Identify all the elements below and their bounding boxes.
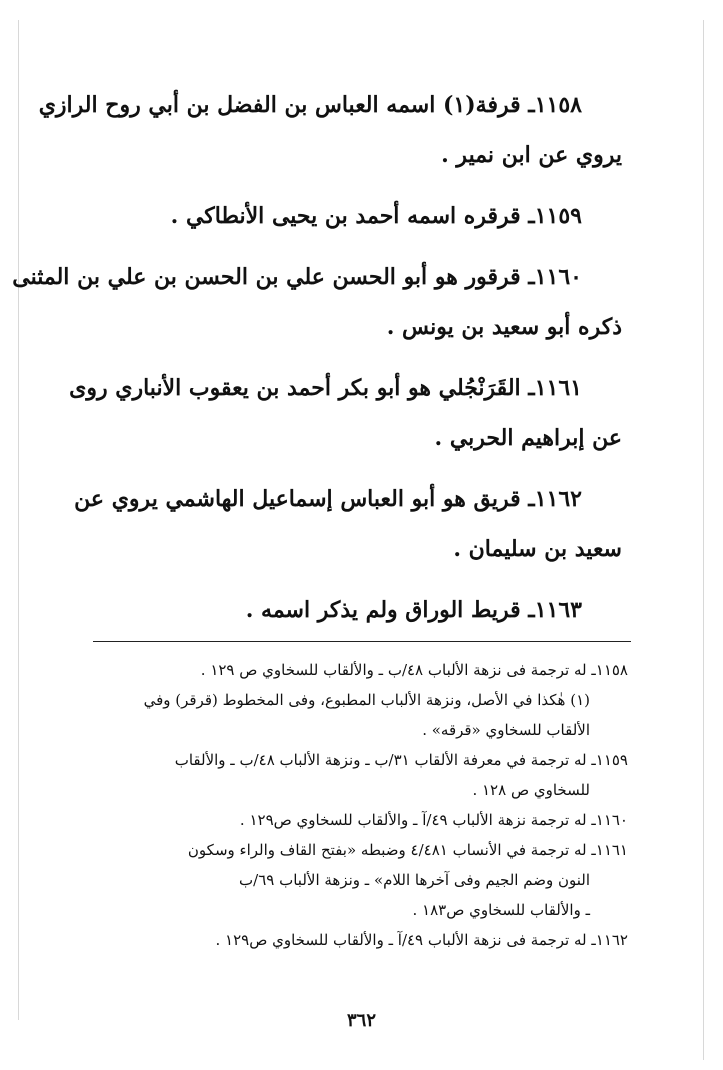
entry-1158 bbox=[38, 80, 622, 180]
footnote-line: ـ والألقاب للسخاوي ص١٨٣ . bbox=[412, 901, 590, 919]
entry-line: ١١٥٩ـ قرقره اسمه أحمد بن يحيى الأنطاكي . bbox=[170, 203, 582, 229]
footnote-line: (١) هٰكذا في الأصل، ونزهة الألباب المطبوع، وفى المخطوط (قرقر) وفي bbox=[143, 691, 590, 709]
footnote-line: ١١٦١ـ له ترجمة في الأنساب ٤/٤٨١ وضبطه «بفتح القاف والراء وسكون bbox=[187, 841, 628, 859]
entry-line: سعيد بن سليمان . bbox=[453, 536, 622, 562]
footnote-line: ١١٦٢ـ له ترجمة فى نزهة الألباب ٤٩/آ ـ والألقاب للسخاوي ص١٢٩ . bbox=[215, 931, 628, 949]
entry-1160 bbox=[12, 252, 622, 352]
footnote-line: النون وضم الجيم وفى آخرها اللام» ـ ونزهة الألباب ٦٩/ب bbox=[239, 871, 590, 889]
footnotes bbox=[62, 655, 628, 955]
footnote-separator bbox=[93, 641, 631, 642]
entry-line: ١١٦١ـ القَرَنْجُلي هو أبو بكر أحمد بن يعقوب الأنباري روى bbox=[69, 375, 582, 401]
entry-line: يروي عن ابن نمير . bbox=[441, 142, 622, 168]
entry-1162 bbox=[62, 474, 622, 574]
scan-edge-line-right bbox=[703, 20, 704, 1060]
page-number: ٣٦٢ bbox=[346, 1010, 376, 1031]
entry-line: ١١٦٢ـ قريق هو أبو العباس إسماعيل الهاشمي يروي عن bbox=[74, 486, 582, 512]
entry-line: ١١٥٨ـ قرفة(١) اسمه العباس بن الفضل بن أبي روح الرازي bbox=[38, 92, 582, 118]
entry-1163 bbox=[62, 585, 622, 635]
entry-1161 bbox=[62, 363, 622, 463]
entry-1159 bbox=[62, 191, 622, 241]
footnote-line: الألقاب للسخاوي «قرقه» . bbox=[422, 721, 590, 739]
entry-line: عن إبراهيم الحربي . bbox=[434, 425, 622, 451]
entry-line: ١١٦٠ـ قرقور هو أبو الحسن علي بن الحسن بن علي بن المثنى bbox=[12, 264, 582, 290]
entry-line: ذكره أبو سعيد بن يونس . bbox=[386, 314, 622, 340]
entry-line: ١١٦٣ـ قريط الوراق ولم يذكر اسمه . bbox=[245, 597, 582, 623]
main-text bbox=[12, 80, 622, 646]
scan-edge-line-left bbox=[18, 20, 19, 1020]
footnote-line: للسخاوي ص ١٢٨ . bbox=[472, 781, 590, 799]
footnote-line: ١١٥٨ـ له ترجمة فى نزهة الألباب ٤٨/ب ـ والألقاب للسخاوي ص ١٢٩ . bbox=[200, 661, 628, 679]
footnote-line: ١١٥٩ـ له ترجمة في معرفة الألقاب ٣١/ب ـ ونزهة الألباب ٤٨/ب ـ والألقاب bbox=[174, 751, 628, 769]
footnote-line: ١١٦٠ـ له ترجمة نزهة الألباب ٤٩/آ ـ والألقاب للسخاوي ص١٢٩ . bbox=[239, 811, 628, 829]
